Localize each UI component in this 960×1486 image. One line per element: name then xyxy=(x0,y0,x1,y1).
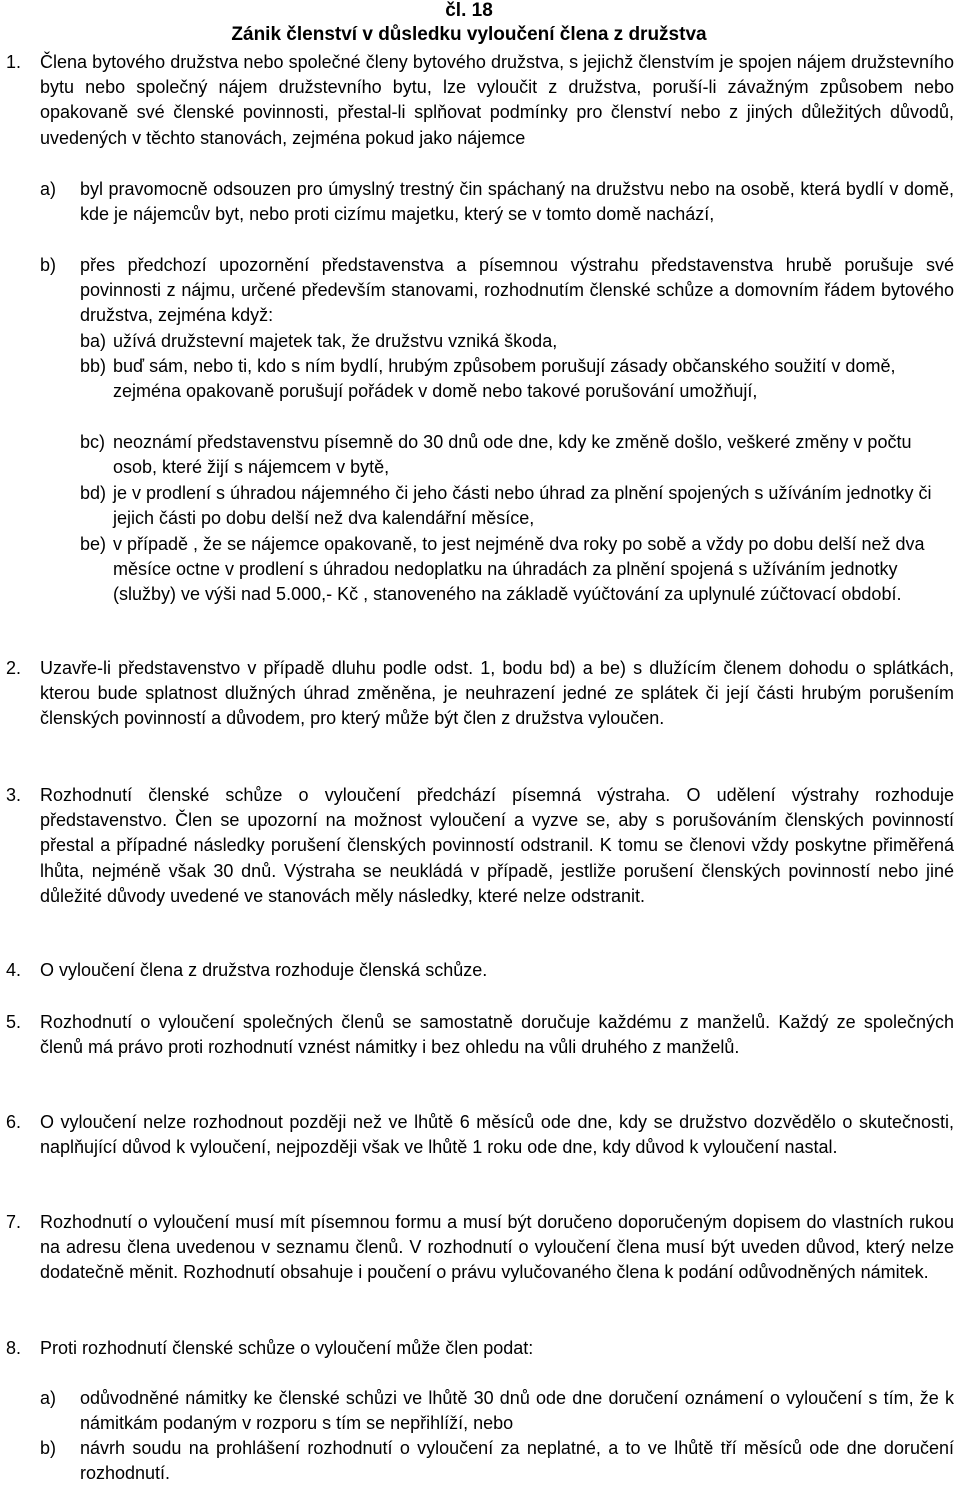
list-text: v případě , že se nájemce opakovaně, to jest nejméně dva roky po sobě a vždy po dobu delší než dva měsíce octne v prodlení s úhradou nedoplatku na úhradách za plnění spojená s užíváním jednotky (služby) ve výši nad 5.000,- Kč , stanoveného na základě vyúčtování za uplynulé zúčtovací období. xyxy=(113,534,925,605)
article-title: Zánik členství v důsledku vyloučení člena z družstva xyxy=(231,24,707,45)
list-label: bd) xyxy=(80,483,107,503)
paragraph-text: Proti rozhodnutí členské schůze o vyloučení může člen podat: xyxy=(40,1338,534,1358)
paragraph-number: 8. xyxy=(6,1338,22,1358)
list-label: be) xyxy=(80,534,107,554)
paragraph-text: Rozhodnutí členské schůze o vyloučení předchází písemná výstraha. O udělení výstrahy rozhoduje představenstvo. Člen se upozorní na možnost vyloučení a vyzve se, aby s porušováním členských povinností přestal a případné následky porušení členských povinností odstranil. K tomu se členovi vždy poskytne přiměřená lhůta, nejméně však 30 dnů. Výstraha se neukládá v případě, jestliže porušení členských povinností nebo jiné důležité důvody uvedené ve stanovách měly následky, které nelze odstranit. xyxy=(40,785,954,906)
paragraph-text: O vyloučení člena z družstva rozhoduje členská schůze. xyxy=(40,960,488,980)
paragraph-number: 6. xyxy=(6,1112,22,1132)
paragraph-number: 7. xyxy=(6,1212,22,1232)
list-text: je v prodlení s úhradou nájemného či jeho části nebo úhrad za plnění spojených s užíváním jednotky či jejich části po dobu delší než dva kalendářní měsíce, xyxy=(113,483,932,529)
paragraph-text: Uzavře-li představenstvo v případě dluhu podle odst. 1, bodu bd) a be) s dlužícím členem dohodu o splátkách, kterou bude splatnost dlužných úhrad změněna, je neuhrazení jedné ze splátek či její části hrubým porušením členských povinností a důvodem, pro který může být člen z družstva vyloučen. xyxy=(40,658,954,729)
list-text: užívá družstevní majetek tak, že družstvu vzniká škoda, xyxy=(113,331,558,351)
paragraph-number: 3. xyxy=(6,785,22,805)
list-label: b) xyxy=(40,255,57,275)
list-label: a) xyxy=(40,1388,57,1408)
list-label: bb) xyxy=(80,356,107,376)
list-label: ba) xyxy=(80,331,107,351)
paragraph-number: 1. xyxy=(6,52,22,72)
list-text: přes předchozí upozornění představenstva a písemnou výstrahu představenstva hrubě porušuje své povinnosti z nájmu, určené především stanovami, rozhodnutím členské schůze a domovním řádem bytového družstva, zejména když: xyxy=(80,255,954,326)
list-text: odůvodněné námitky ke členské schůzi ve lhůtě 30 dnů ode dne doručení oznámení o vyloučení s tím, že k námitkám podaným v rozporu s tím se nepřihlíží, nebo xyxy=(80,1388,954,1434)
paragraph-text: Člena bytového družstva nebo společné členy bytového družstva, s jejichž členstvím je spojen nájem družstevního bytu nebo společný nájem družstevního bytu, lze vyloučit z družstva, poruší-li závažným způsobem nebo opakovaně své členské povinnosti, přestal-li splňovat podmínky pro členství nebo z jiných důležitých důvodů, uvedených v těchto stanovách, zejména pokud jako nájemce xyxy=(40,52,954,148)
list-label: b) xyxy=(40,1438,57,1458)
list-text: byl pravomocně odsouzen pro úmyslný trestný čin spáchaný na družstvu nebo na osobě, která bydlí v domě, kde je nájemcův byt, nebo proti cizímu majetku, který se v tomto domě nachází, xyxy=(80,179,954,225)
paragraph-number: 5. xyxy=(6,1012,22,1032)
paragraph-number: 2. xyxy=(6,658,22,678)
article-number: čl. 18 xyxy=(445,0,493,21)
paragraph-number: 4. xyxy=(6,960,22,980)
list-text: buď sám, nebo ti, kdo s ním bydlí, hrubým způsobem porušují zásady občanského soužití v domě, zejména opakovaně porušují pořádek v domě nebo takové porušování umožňují, xyxy=(113,356,896,402)
list-label: a) xyxy=(40,179,57,199)
list-text: návrh soudu na prohlášení rozhodnutí o vyloučení za neplatné, a to ve lhůtě tří měsíců ode dne doručení rozhodnutí. xyxy=(80,1438,954,1484)
paragraph-text: O vyloučení nelze rozhodnout později než ve lhůtě 6 měsíců ode dne, kdy se družstvo dozvědělo o skutečnosti, naplňující důvod k vyloučení, nejpozději však ve lhůtě 1 roku ode dne, kdy důvod k vyloučení nastal. xyxy=(40,1112,954,1158)
list-text: neoznámí představenstvu písemně do 30 dnů ode dne, kdy ke změně došlo, veškeré změny v počtu osob, které žijí s nájemcem v bytě, xyxy=(113,432,912,478)
paragraph-text: Rozhodnutí o vyloučení společných členů se samostatně doručuje každému z manželů. Každý ze společných členů má právo proti rozhodnutí vznést námitky i bez ohledu na vůli druhého z manželů. xyxy=(40,1012,954,1058)
list-label: bc) xyxy=(80,432,106,452)
paragraph-text: Rozhodnutí o vyloučení musí mít písemnou formu a musí být doručeno doporučeným dopisem do vlastních rukou na adresu člena uvedenou v seznamu členů. V rozhodnutí o vyloučení člena musí být uveden důvod, který nelze dodatečně měnit. Rozhodnutí obsahuje i poučení o právu vylučovaného člena k podání odůvodněných námitek. xyxy=(40,1212,954,1283)
